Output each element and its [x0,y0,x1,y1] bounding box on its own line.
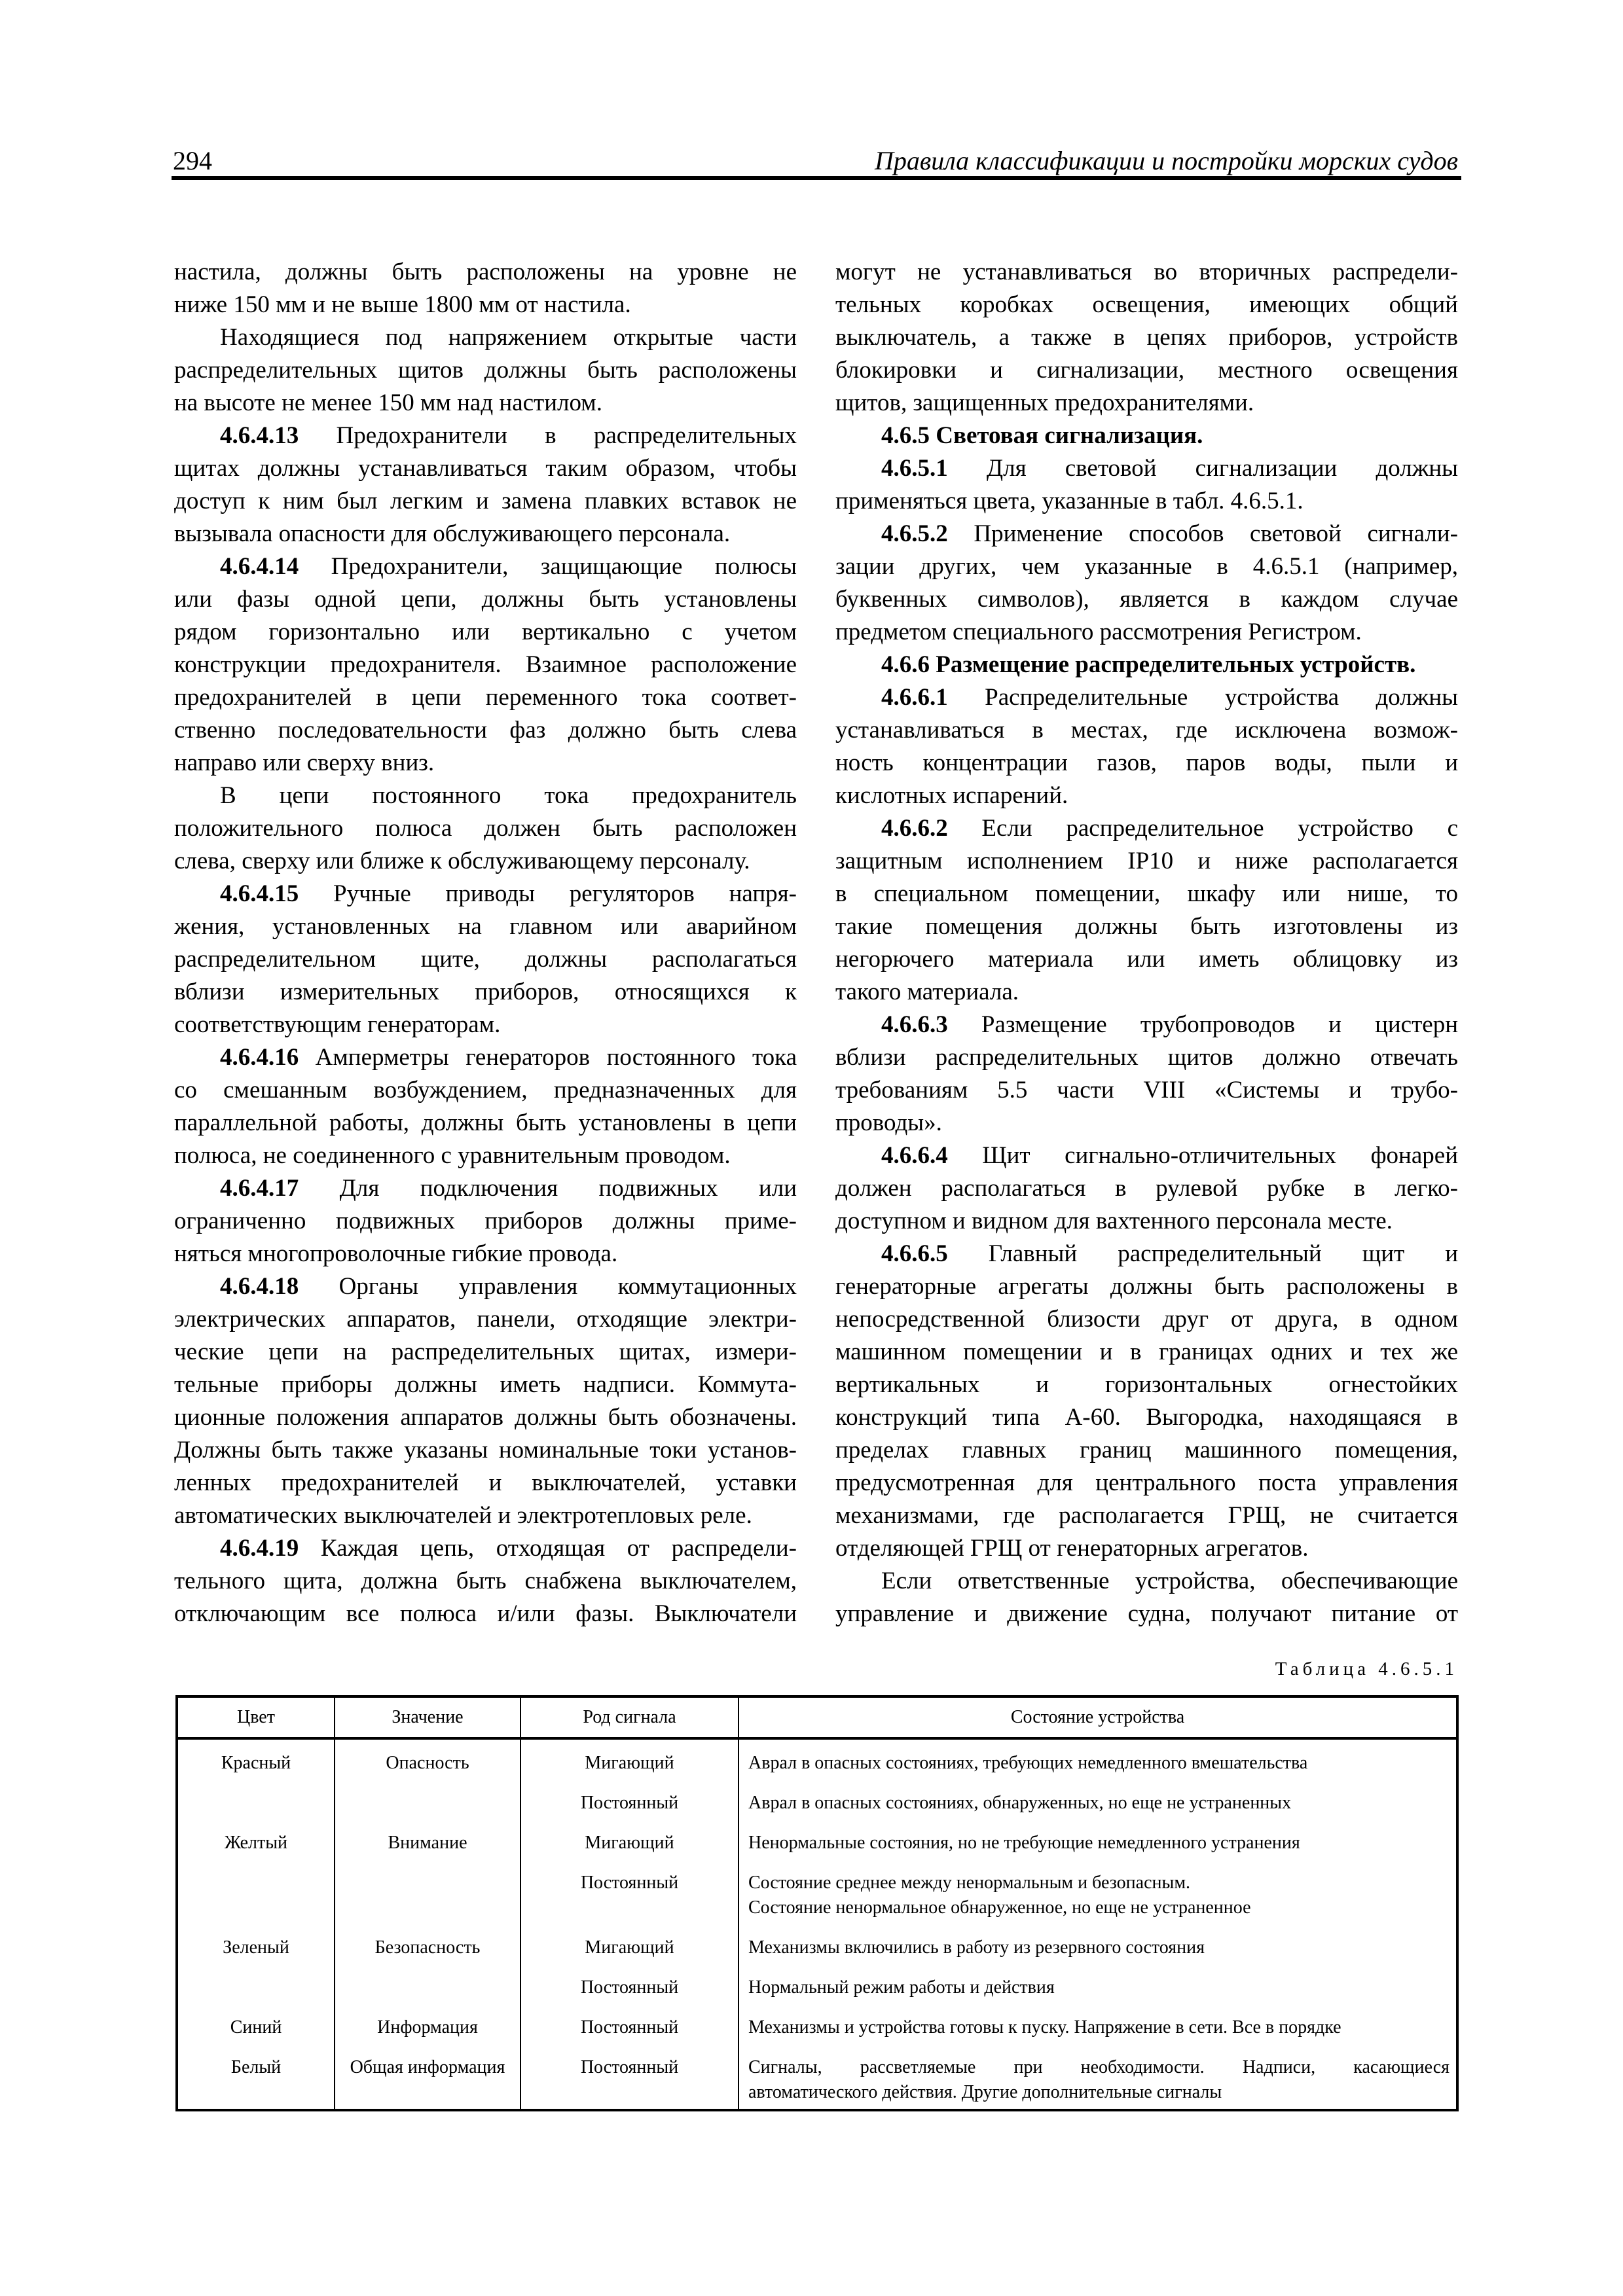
line-text: устанавливаться в местах, где исключена возмож- [835,717,1458,744]
text-line [835,1369,1458,1401]
cell-state [739,1924,1456,1964]
line-text: автоматических выключателей и электротепловых реле. [174,1502,752,1529]
cell-meaning: Опасность [335,1740,521,1780]
text-line [174,1532,797,1565]
text-line [835,1270,1458,1303]
clause-number: 4.6.5.1 [881,455,948,482]
text-line [174,1172,797,1205]
state-line: Состояние среднее между ненормальным и безопасным. [748,1873,1191,1893]
paragraph [174,420,797,550]
line-text: кислотных испарений. [835,782,1068,809]
paragraph [835,812,1458,1009]
line-text: должен располагаться в рулевой рубке в легко- [835,1175,1458,1202]
text-line [174,1336,797,1369]
text-line [174,583,797,616]
text-line [835,420,1458,452]
paragraph [835,1139,1458,1238]
text-line [174,1467,797,1499]
line-text: параллельной работы, должны быть установлены в цепи [174,1109,797,1136]
cell-signal: Мигающий [521,1820,739,1859]
text-line [835,1172,1458,1205]
line-text: распределительных щитов должны быть расположены [174,357,797,384]
clause-number: 4.6.4.15 [220,880,299,907]
text-line [835,1336,1458,1369]
line-text: Для световой сигнализации должны [986,455,1458,482]
line-text: в специальном помещении, шкафу или нише, то [835,880,1458,907]
line-text: выключатель, а также в цепях приборов, устройств [835,324,1458,351]
table-header-row [178,1698,1456,1740]
paragraph [835,1238,1458,1565]
text-line [835,256,1458,289]
text-line [174,1401,797,1434]
cell-state [739,1780,1456,1820]
line-text: Главный распределительный щит и [988,1240,1459,1267]
line-text: требованиям 5.5 части VIII «Системы и трубо- [835,1077,1458,1103]
text-line [835,289,1458,321]
text-line [835,747,1458,780]
paragraph [835,1009,1458,1139]
clause-number: 4.6.6.5 [881,1240,948,1267]
text-line [835,1598,1458,1630]
column-header: Род сигнала [521,1698,739,1737]
text-line [835,1107,1458,1139]
state-line: Аврал в опасных состояниях, обнаруженных, но еще не устраненных [748,1793,1292,1813]
text-line [835,845,1458,878]
cell-meaning [335,1859,521,1924]
clause-number: 4.6.4.18 [220,1273,299,1300]
table-row [178,1964,1456,2004]
cell-color [178,1964,335,2004]
line-text: на высоте не менее 150 мм над настилом. [174,389,602,416]
paragraph [174,256,797,321]
paragraph [835,681,1458,812]
paragraph [174,1172,797,1270]
line-text: Амперметры генераторов постоянного тока [315,1044,797,1071]
text-line [835,1009,1458,1041]
text-line [174,910,797,943]
text-line [174,845,797,878]
line-text: вертикальных и горизонтальных огнестойких [835,1371,1458,1398]
state-line: Сигналы, рассветляемые при необходимости. Надписи, касающиеся [748,2057,1450,2077]
column-header: Цвет [178,1698,335,1737]
line-text: такие помещения должны быть изготовлены из [835,913,1458,940]
text-line [174,452,797,485]
text-line [835,1401,1458,1434]
text-line [174,354,797,387]
line-text: Должны быть также указаны номинальные токи установ- [174,1437,797,1463]
text-line [174,1565,797,1598]
table-row [178,1859,1456,1924]
cell-meaning [335,1780,521,1820]
text-line [835,1532,1458,1565]
line-text: зации других, чем указанные в 4.6.5.1 (например, [835,553,1458,580]
table-row [178,1924,1456,1964]
line-text: полюса, не соединенного с уравнительным проводом. [174,1142,731,1169]
left-text-column [174,256,797,1630]
text-line [174,681,797,714]
line-text: доступ к ним был легким и замена плавких вставок не [174,488,797,514]
line-text: щитах должны устанавливаться таким образом, чтобы [174,455,797,482]
line-text: положительного полюса должен быть расположен [174,815,797,842]
text-line [835,387,1458,420]
line-text: Размещение трубопроводов и цистерн [981,1011,1458,1038]
line-text: конструкций типа А-60. Выгородка, находящаяся в [835,1404,1458,1431]
text-line [835,583,1458,616]
clause-number: 4.6.4.17 [220,1175,299,1202]
table-row [178,2044,1456,2109]
text-line [835,1074,1458,1107]
text-line [174,1598,797,1630]
line-text: электрических аппаратов, панели, отходящие электри- [174,1306,797,1333]
state-line: Нормальный режим работы и действия [748,1977,1055,1998]
text-line [174,878,797,910]
line-text: негорючего материала или иметь облицовку из [835,946,1458,973]
paragraph [174,321,797,420]
clause-number: 4.6.6.3 [881,1011,948,1038]
line-text: 4.6.5 Световая сигнализация. [881,422,1203,449]
cell-meaning: Общая информация [335,2044,521,2109]
line-text: предусмотренная для центрального поста управления [835,1469,1458,1496]
text-line [835,1434,1458,1467]
table-row [178,1740,1456,1780]
clause-number: 4.6.4.16 [220,1044,299,1071]
paragraph [835,518,1458,649]
line-text: ственно последовательности фаз должно быть слева [174,717,797,744]
line-text: ленных предохранителей и выключателей, уставки [174,1469,797,1496]
text-line [174,1074,797,1107]
clause-number: 4.6.4.13 [220,422,299,449]
text-line [835,1139,1458,1172]
line-text: отделяющей ГРЩ от генераторных агрегатов. [835,1535,1309,1562]
line-text: могут не устанавливаться во вторичных распредели- [835,259,1458,285]
paragraph [835,452,1458,518]
line-text: вблизи измерительных приборов, относящихся к [174,978,797,1005]
line-text: Каждая цепь, отходящая от распредели- [320,1535,797,1562]
text-line [835,714,1458,747]
line-text: Распределительные устройства должны [985,684,1458,711]
clause-number: 4.6.4.14 [220,553,299,580]
text-line [835,1238,1458,1270]
line-text: В цепи постоянного тока предохранитель [220,782,797,809]
text-line [174,550,797,583]
text-line [835,550,1458,583]
line-text: ционные положения аппаратов должны быть обозначены. [174,1404,797,1431]
cell-color: Белый [178,2044,335,2109]
line-text: Если ответственные устройства, обеспечивающие [881,1568,1458,1594]
line-text: применяться цвета, указанные в табл. 4.6.5.1. [835,488,1304,514]
text-line [174,1107,797,1139]
line-text: слева, сверху или ближе к обслуживающему персоналу. [174,848,750,874]
text-line [835,681,1458,714]
text-line [174,1369,797,1401]
text-line [174,976,797,1009]
state-line: Механизмы и устройства готовы к пуску. Напряжение в сети. Все в порядке [748,2017,1341,2037]
text-line [174,714,797,747]
line-text: тельного щита, должна быть снабжена выключателем, [174,1568,797,1594]
state-line: Механизмы включились в работу из резервного состояния [748,1937,1205,1958]
cell-state [739,2004,1456,2044]
text-line [174,747,797,780]
text-line [174,1499,797,1532]
cell-signal: Постоянный [521,1964,739,2004]
cell-meaning: Безопасность [335,1924,521,1964]
text-line [174,1041,797,1074]
state-line: Ненормальные состояния, но не требующие немедленного устранения [748,1833,1300,1853]
state-line: Состояние ненормальное обнаруженное, но еще не устраненное [748,1897,1251,1918]
line-text: блокировки и сигнализации, местного освещения [835,357,1458,384]
header-rule [172,176,1461,180]
text-line [835,1041,1458,1074]
line-text: или фазы одной цепи, должны быть установлены [174,586,797,613]
text-line [835,649,1458,681]
line-text: настила, должны быть расположены на уровне не [174,259,797,285]
text-line [835,518,1458,550]
line-text: механизмами, где располагается ГРЩ, не считается [835,1502,1458,1529]
line-text: буквенных символов), является в каждом случае [835,586,1458,613]
line-text: доступном и видном для вахтенного персонала месте. [835,1208,1393,1234]
line-text: 4.6.6 Размещение распределительных устройств. [881,651,1416,678]
column-header: Состояние устройства [1010,1707,1185,1727]
text-line [835,943,1458,976]
line-text: ческие цепи на распределительных щитах, измери- [174,1338,797,1365]
text-line [835,616,1458,649]
line-text: тельные приборы должны иметь надписи. Коммута- [174,1371,797,1398]
line-text: Ручные приводы регуляторов напря- [333,880,797,907]
section-heading [835,649,1458,681]
text-line [835,485,1458,518]
line-text: непосредственной близости друг от друга, в одном [835,1306,1458,1333]
line-text: Щит сигнально-отличительных фонарей [982,1142,1458,1169]
line-text: Для подключения подвижных или [339,1175,797,1202]
text-line [174,1139,797,1172]
text-line [174,321,797,354]
cell-state [739,2044,1456,2109]
running-header-title: Правила классификации и постройки морских судов [874,146,1458,175]
text-line [835,1565,1458,1598]
text-line [174,387,797,420]
line-text: такого материала. [835,978,1019,1005]
line-text: тельных коробках освещения, имеющих общий [835,291,1458,318]
text-line [174,1270,797,1303]
section-heading [835,420,1458,452]
paragraph [174,550,797,780]
table-row [178,1780,1456,1820]
cell-meaning [335,1964,521,2004]
column-header: Значение [335,1698,521,1737]
text-line [174,1205,797,1238]
line-text: соответствующим генераторам. [174,1011,501,1038]
cell-color [178,1859,335,1924]
cell-signal: Постоянный [521,2004,739,2044]
text-line [174,420,797,452]
text-line [835,780,1458,812]
cell-state [739,1820,1456,1859]
line-text: конструкции предохранителя. Взаимное расположение [174,651,797,678]
paragraph [174,878,797,1041]
table-caption: Таблица 4.6.5.1 [1275,1659,1458,1679]
cell-signal: Мигающий [521,1924,739,1964]
text-line [835,354,1458,387]
line-text: проводы». [835,1109,942,1136]
text-line [835,812,1458,845]
line-text: щитов, защищенных предохранителями. [835,389,1254,416]
line-text: Предохранители, защищающие полюсы [331,553,797,580]
paragraph [835,1565,1458,1630]
text-line [174,1009,797,1041]
paragraph [174,1041,797,1172]
cell-color: Желтый [178,1820,335,1859]
text-line [835,1205,1458,1238]
text-line [835,1303,1458,1336]
text-line [174,812,797,845]
paragraph [174,780,797,878]
text-line [835,321,1458,354]
text-line [174,943,797,976]
clause-number: 4.6.5.2 [881,520,948,547]
line-text: защитным исполнением IP10 и ниже располагается [835,848,1458,874]
paragraph [174,1270,797,1532]
line-text: няться многопроволочные гибкие провода. [174,1240,618,1267]
text-line [174,1238,797,1270]
line-text: ниже 150 мм и не выше 1800 мм от настила. [174,291,631,318]
line-text: предохранителей в цепи переменного тока соответ- [174,684,797,711]
cell-signal: Постоянный [521,1780,739,1820]
line-text: Если распределительное устройство с [981,815,1458,842]
table-row [178,1820,1456,1859]
text-line [174,616,797,649]
line-text: вызывала опасности для обслуживающего персонала. [174,520,731,547]
cell-color: Синий [178,2004,335,2044]
right-text-column [835,256,1458,1630]
line-text: вблизи распределительных щитов должно отвечать [835,1044,1458,1071]
cell-state [739,1740,1456,1780]
text-line [835,910,1458,943]
text-line [174,649,797,681]
line-text: генераторные агрегаты должны быть расположены в [835,1273,1458,1300]
text-line [174,780,797,812]
line-text: предметом специального рассмотрения Регистром. [835,619,1362,645]
paragraph [174,1532,797,1630]
signal-color-table [175,1695,1459,2111]
clause-number: 4.6.6.4 [881,1142,948,1169]
cell-signal: Мигающий [521,1740,739,1780]
text-line [174,1303,797,1336]
page-number: 294 [173,146,212,175]
text-line [174,256,797,289]
cell-meaning: Информация [335,2004,521,2044]
line-text: ность концентрации газов, паров воды, пыли и [835,749,1458,776]
text-line [835,878,1458,910]
table-row [178,2004,1456,2044]
cell-color: Красный [178,1740,335,1780]
cell-signal: Постоянный [521,2044,739,2109]
line-text: Применение способов световой сигнали- [974,520,1458,547]
line-text: направо или сверху вниз. [174,749,435,776]
cell-color: Зеленый [178,1924,335,1964]
state-line: Аврал в опасных состояниях, требующих немедленного вмешательства [748,1753,1308,1773]
line-text: Предохранители в распределительных [336,422,797,449]
line-text: машинном помещении и в границах одних и тех же [835,1338,1458,1365]
text-line [835,1467,1458,1499]
state-line: автоматического действия. Другие дополнительные сигналы [748,2082,1222,2102]
clause-number: 4.6.6.2 [881,815,948,842]
text-line [174,518,797,550]
line-text: ограниченно подвижных приборов должны приме- [174,1208,797,1234]
line-text: отключающим все полюса и/или фазы. Выключатели [174,1600,797,1627]
line-text: со смешанным возбуждением, предназначенных для [174,1077,797,1103]
line-text: управление и движение судна, получают питание от [835,1600,1458,1627]
line-text: пределах главных границ машинного помещения, [835,1437,1458,1463]
cell-meaning: Внимание [335,1820,521,1859]
text-line [174,289,797,321]
line-text: Органы управления коммутационных [338,1273,797,1300]
line-text: рядом горизонтально или вертикально с учетом [174,619,797,645]
clause-number: 4.6.6.1 [881,684,948,711]
text-line [174,1434,797,1467]
line-text: Находящиеся под напряжением открытые части [220,324,797,351]
line-text: жения, установленных на главном или аварийном [174,913,797,940]
paragraph [835,256,1458,420]
cell-signal: Постоянный [521,1859,739,1924]
clause-number: 4.6.4.19 [220,1535,299,1562]
text-line [174,485,797,518]
cell-state [739,1859,1456,1924]
text-line [835,976,1458,1009]
line-text: распределительном щите, должны располагаться [174,946,797,973]
text-line [835,1499,1458,1532]
cell-color [178,1780,335,1820]
text-line [835,452,1458,485]
cell-state [739,1964,1456,2004]
